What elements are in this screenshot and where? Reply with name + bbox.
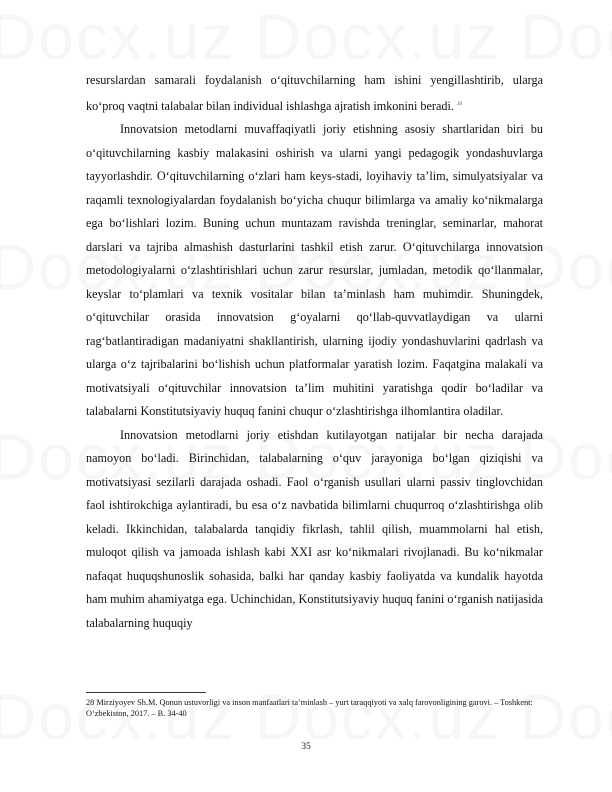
footnote-separator [86, 692, 206, 693]
paragraph-expected-results: Innovatsion metodlarni joriy etishdan kutilayotgan natijalar bir necha darajada namoyon bo‘ladi. Birinchidan, talabalarning o‘quv jarayoniga bo‘lgan qiziqishi va motivatsiyasi sezilarli darajada oshadi. Faol o‘rganish usullari ularni passiv tinglovchidan faol ishtirokchiga aylantiradi, bu esa o‘z navbatida bilimlarni chuqurroq o‘zlashtirishga olib keladi. Ikkinchidan, talabalarda tanqidiy fikrlash, tahlil qilish, muammolarni hal etish, muloqot qilish va jamoada ishlash kabi XXI asr ko‘nikmalari rivojlanadi. Bu ko‘nikmalar nafaqat huquqshunoslik sohasida, balki har qanday kasbiy faoliyatda va kundalik hayotda ham muhim ahamiyatga ega. Uchinchidan, Konstitutsiyaviy huquq fanini o‘rganish natijasida talabalarning huquqiy [86, 427, 543, 630]
footnote: 28 Mirziyoyev Sh.M. Qonun ustuvorligi va inson manfaatlari ta’minlash – yurt taraqqiyoti va xalq farovonligining garovi. – Toshkent: O‘zbekiston, 2017. – B. 34-40 [86, 698, 533, 718]
paragraph-teacher-qualification: Innovatsion metodlarni muvaffaqiyatli joriy etishning asosiy shartlaridan biri bu o‘qituvchilarning kasbiy malakasini oshirish va ularni yangi pedagogik yondashuvlarga tayyorlashdir. O‘qituvchilarning o‘zlari ham keys-stadi, loyihaviy ta’lim, simulyatsiyalar va raqamli texnologiyalardan foydalanish bo‘yicha chuqur bilimlarga va amaliy ko‘nikmalarga ega bo‘lishlari lozim. Buning uchun muntazam ravishda treninglar, seminarlar, mahorat darslari va tajriba almashish dasturlarini tashkil etish zarur. O‘qituvchilarga innovatsion metodologiyalarni o‘zlashtirishlari uchun zarur resurslar, jumladan, metodik qo‘llanmalar, keyslar to‘plamlari va texnik vositalar bilan ta’minlash ham muhimdir. Shuningdek, o‘qituvchilar orasida innovatsion g‘oyalarni qo‘llab-quvvatlaydigan va ularni rag‘batlantiradigan madaniyatni shakllantirish, ularning ijodiy yondashuvlarini qadrlash va ularga o‘z tajribalarini bo‘lishish uchun platformalar yaratish lozim. Faqatgina malakali va motivatsiyali o‘qituvchilar innovatsion ta’lim muhitini yaratishga qodir bo‘ladilar va talabalarni Konstitutsiyaviy huquq fanini chuqur o‘zlashtirishga ilhomlantira oladilar. [86, 122, 543, 419]
body-text [86, 69, 543, 635]
page-number: 35 [301, 742, 311, 752]
paragraph-text: resurslardan samarali foydalanish o‘qituvchilarning ham ishini yengillashtirib, ularga ko‘proq vaqtni talabalar bilan individual ishlashga ajratish imkonini beradi. [86, 73, 543, 113]
watermark [0, 0, 612, 74]
footnote-reference[interactable]: 28 [456, 101, 462, 107]
paragraph-continuation [86, 69, 543, 118]
